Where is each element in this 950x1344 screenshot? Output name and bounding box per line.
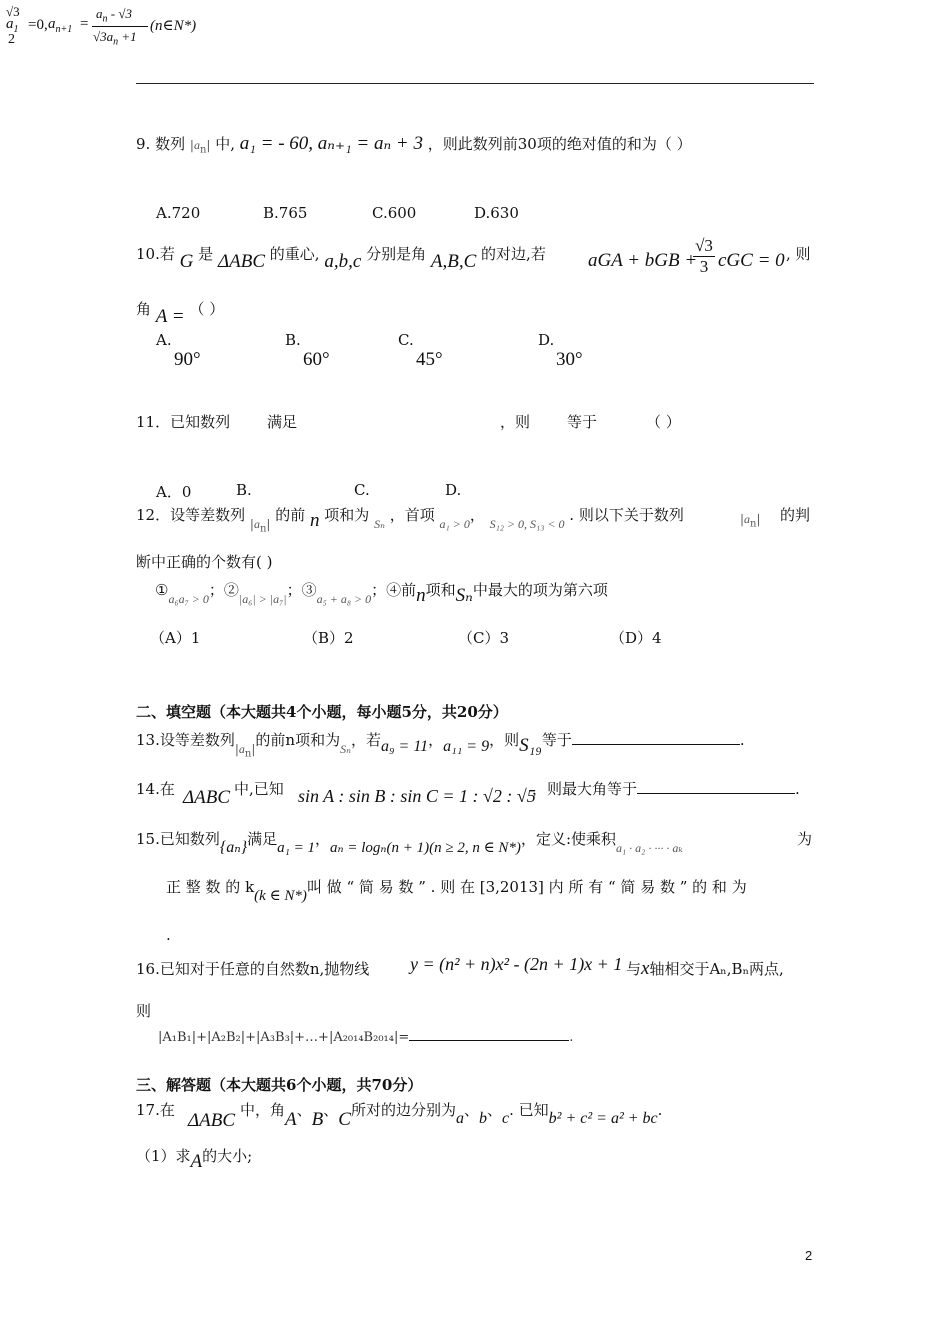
q17-B: B — [311, 1109, 324, 1130]
q16-answer-blank[interactable] — [409, 1026, 569, 1041]
q9-option-a: A.720 — [156, 204, 201, 222]
q10-G: G — [179, 251, 194, 272]
q16-t1: 已知对于任意的自然数n,抛物线 — [159, 960, 370, 978]
q12-s4S: Sₙ — [455, 585, 473, 606]
q11-option-b: B. — [236, 481, 252, 499]
q13-t2: 的前n项和为 — [255, 731, 341, 749]
question-number: 10. — [136, 245, 160, 263]
q11-option-d: D. — [445, 481, 462, 499]
q10-option-b: B. 60° — [285, 331, 330, 370]
q12-s3m: a₅ + a₈ > 0 — [316, 592, 372, 606]
q9-text3: ，则此数列前30项的绝对值的和为（ ） — [427, 135, 692, 153]
question-number: 13. — [136, 731, 160, 749]
q13-t3: ，若 — [350, 731, 381, 749]
q13-end: . — [739, 731, 745, 749]
q9-text1: 数列 — [155, 135, 186, 153]
header-an1: $a_{n+1}$ — [48, 16, 73, 35]
q10-frac — [693, 236, 715, 277]
q16-x: x — [641, 958, 650, 979]
q17-part1b: 的大小; — [202, 1147, 253, 1165]
question-number: 17. — [136, 1101, 160, 1119]
q12-c2: S₁₂ > 0, S₁₃ < 0 — [489, 517, 565, 531]
q12-Sn: Sₙ — [374, 517, 385, 531]
q12-t3: 项和为 — [324, 506, 370, 524]
q12-t4: ，首项 — [389, 506, 435, 524]
q17-line1 — [240, 1099, 663, 1130]
page-number: 2 — [805, 1248, 813, 1263]
q12-s2m: |a₆| > |a₇| — [238, 592, 287, 606]
q10-line2a: 角 — [136, 300, 152, 318]
q17-b: b — [478, 1110, 487, 1127]
q15-t5: 为 — [797, 830, 813, 848]
q10-vec2: cGC = 0 — [718, 250, 785, 271]
q12-line2: 断中正确的个数有( ) — [136, 553, 273, 571]
q13-t4: ， — [428, 731, 444, 749]
header-eq0: =0, — [28, 17, 48, 33]
question-10 — [136, 243, 546, 272]
header-eq: = — [80, 16, 89, 32]
q10-triangle: ΔABC — [217, 251, 266, 272]
header-num: $a_n - √3$ — [96, 6, 132, 25]
question-15 — [136, 828, 683, 856]
question-number: 15. — [136, 830, 160, 848]
q12-s2: ；② — [208, 581, 239, 599]
q9-option-b: B.765 — [263, 204, 308, 222]
q12-s3: ；③ — [286, 581, 317, 599]
q13-t5: ，则 — [489, 731, 520, 749]
q14-tail — [532, 778, 800, 799]
header-a1: $a_1$ — [6, 16, 19, 35]
question-9 — [136, 132, 692, 155]
q15-c1: a₁ = 1 — [277, 840, 316, 856]
q11-option-c: C. — [354, 481, 370, 499]
q10-t5: 的对边,若 — [481, 245, 546, 263]
q13-t6: 等于 — [541, 731, 572, 749]
q15-line2b: 叫 做 “ 简 易 数 ” . 则 在 [3,2013] 内 所 有 “ 简 易 数 ” 的 和 为 — [306, 878, 747, 896]
q17-t1: 在 — [159, 1101, 175, 1119]
q13-c1: a₉ = 11 — [380, 738, 429, 755]
q17-part1 — [136, 1145, 253, 1172]
q16-t2: 与 — [626, 960, 642, 978]
q17-part1A: A — [190, 1151, 203, 1172]
q12-t5: . 则以下关于数列 — [569, 506, 684, 524]
q13-c2: a₁₁ = 9 — [443, 738, 490, 755]
q11-t5: （ ） — [646, 413, 681, 431]
header-formula — [4, 4, 264, 52]
question-number: 16. — [136, 960, 160, 978]
q14-t2: 中,已知 — [234, 780, 284, 798]
q15-line3: . — [166, 926, 171, 944]
q17-sep1: 、 — [296, 1101, 312, 1119]
q15-line2 — [166, 876, 747, 904]
q10-ABC: A,B,C — [430, 251, 477, 272]
q12-s1m: a₆a₇ > 0 — [168, 592, 209, 606]
q10-frac-num: √3 — [693, 236, 715, 257]
q16-equation: y = (n² + n)x² - (2n + 1)x + 1 — [410, 954, 623, 974]
q10-t1: 若 — [159, 245, 175, 263]
q12-s4c: 中最大的项为第六项 — [472, 581, 608, 599]
q16-line3 — [158, 1026, 573, 1045]
q14-triangle: ΔABC — [183, 787, 231, 808]
q12-option-d: （D）4 — [610, 629, 662, 647]
q12-s4b: 项和 — [425, 581, 456, 599]
q17-A: A — [285, 1109, 297, 1130]
q11-option-a: A．0 — [156, 483, 192, 501]
q16-t3: 轴相交于Aₙ,Bₙ两点, — [649, 960, 784, 978]
header-two: 2 — [8, 32, 15, 47]
q16-sum: |A₁B₁|+|A₂B₂|+|A₃B₃|+…+|A₂₀₁₄B₂₀₁₄|= — [158, 1030, 410, 1045]
q15-c2: aₙ = logₙ(n + 1)(n ≥ 2, n ∈ N*) — [330, 840, 521, 856]
q9-text2: 中, — [215, 135, 235, 153]
q17-sep2: 、 — [323, 1101, 339, 1119]
q10-vec: aGA + bGB + — [588, 250, 698, 271]
q10-line2 — [136, 298, 225, 327]
q12-n: n — [310, 510, 320, 531]
question-number: 11． — [136, 413, 171, 431]
q16-tail — [626, 958, 784, 980]
q12-option-c: （C）3 — [458, 629, 510, 647]
q10-frac-den: 3 — [699, 257, 709, 276]
question-16 — [136, 958, 369, 979]
q10-t3: 的重心, — [269, 245, 320, 263]
q9-option-d: D.630 — [474, 204, 519, 222]
q15-prod: a₁ · a₂ · ··· · aₖ — [616, 841, 683, 855]
q12-t6: 的判 — [780, 506, 811, 524]
q16-end: . — [569, 1030, 574, 1045]
q12-s1: ① — [155, 581, 169, 599]
q17-triangle: ΔABC — [188, 1110, 236, 1131]
q10-t6: , 则 — [786, 245, 811, 263]
q15-t4: ，定义:使乘积 — [520, 830, 616, 848]
q14-end: . — [795, 780, 800, 798]
q12-s4: ；④前 — [371, 581, 417, 599]
question-11 — [136, 411, 230, 432]
q9-seq: $|a_n|$ — [189, 138, 211, 156]
q14-answer-blank[interactable] — [637, 779, 795, 794]
q16-line2: 则 — [136, 1002, 152, 1020]
q17-t3: 所对的边分别为 — [350, 1101, 456, 1119]
q17-sep4: 、 — [486, 1101, 502, 1119]
q10-t2: 是 — [198, 245, 214, 263]
q10-t4: 分别是角 — [366, 245, 427, 263]
question-number: 14. — [136, 780, 160, 798]
q10-line2b: A = — [155, 306, 185, 327]
q12-s4n: n — [416, 585, 426, 606]
q11-t4: 等于 — [567, 413, 598, 431]
q15-t2: 满足 — [247, 830, 278, 848]
q17-sep3: 、 — [463, 1101, 479, 1119]
q17-a: a — [455, 1110, 464, 1127]
header-den: $√3a_n +1$ — [93, 29, 137, 48]
question-12: 12．设等差数列 $_{|a_n|}$ 的前 n 项和为 $_{S_n}$ ，首项 $_{a_1 > 0}$， $_{S_{12} > 0, S_{13} < 0}$ . 则以下关于数列 — [136, 506, 684, 535]
question-13 — [136, 729, 745, 760]
q12-c1: a₁ > 0 — [439, 517, 470, 531]
q14-t3: ，则最大角等于 — [532, 780, 638, 798]
q10-line2c: （ ） — [189, 300, 225, 318]
header-cond: (n∈N*) — [150, 18, 197, 34]
q12-t2: 的前 — [275, 506, 306, 524]
q13-t1: 设等差数列 — [159, 731, 235, 749]
q12-seq: |an| — [249, 517, 271, 535]
q17-eq: b² + c² = a² + bc — [548, 1110, 658, 1127]
q14-ratio: sin A : sin B : sin C = 1 : √2 : √5 — [298, 786, 536, 806]
question-number: 12． — [136, 506, 171, 524]
q13-answer-blank[interactable] — [572, 730, 740, 745]
q13-Sn: Sₙ — [340, 742, 351, 756]
question-14 — [136, 778, 175, 799]
q10-option-d: D. 30° — [538, 331, 583, 370]
q17-C: C — [338, 1109, 351, 1130]
q13-S19: S₁₉ — [519, 735, 542, 756]
q15-line2a: 正 整 数 的 k — [166, 878, 255, 896]
q17-t2: 中，角 — [240, 1101, 286, 1119]
section-2-heading: 二、填空题（本大题共4个小题，每小题5分，共20分） — [136, 703, 508, 721]
q10-vector-eq — [588, 250, 697, 272]
q15-seq: {aₙ} — [219, 839, 248, 856]
q17-t4: . 已知 — [509, 1101, 549, 1119]
question-17 — [136, 1099, 175, 1120]
header-overlap: √3 — [6, 4, 20, 19]
q12-statements — [155, 578, 608, 606]
q12-option-a: （A）1 — [150, 629, 201, 647]
q9-option-c: C.600 — [372, 204, 417, 222]
q15-t3: ， — [315, 830, 331, 848]
q11-t2: 满足 — [267, 413, 298, 431]
question-number: 9. — [136, 135, 151, 153]
q11-t3: ，则 — [500, 413, 531, 431]
q9-condition: a₁ = - 60, aₙ₊₁ = aₙ + 3 — [239, 133, 423, 154]
q15-t1: 已知数列 — [159, 830, 220, 848]
header-fraction-bar — [92, 26, 148, 27]
q12-option-b: （B）2 — [303, 629, 354, 647]
q10-abc: a,b,c — [324, 251, 362, 272]
q17-c: c — [502, 1110, 510, 1127]
q17-end: . — [657, 1101, 663, 1119]
q12-t1: 设等差数列 — [170, 506, 246, 524]
q11-t1: 已知数列 — [170, 413, 231, 431]
header-rule — [136, 83, 814, 84]
section-3-heading: 三、解答题（本大题共6个小题，共70分） — [136, 1076, 423, 1094]
q14-t1: 在 — [159, 780, 175, 798]
q13-seq: |an| — [234, 742, 256, 760]
q10-option-a: A. 90° — [156, 331, 201, 370]
q10-option-c: C. 45° — [398, 331, 443, 370]
q15-line2k: (k ∈ N*) — [254, 888, 307, 904]
q12-seq-2: $|a_n|$ — [740, 512, 761, 530]
q17-part1a: （1）求 — [136, 1147, 191, 1165]
